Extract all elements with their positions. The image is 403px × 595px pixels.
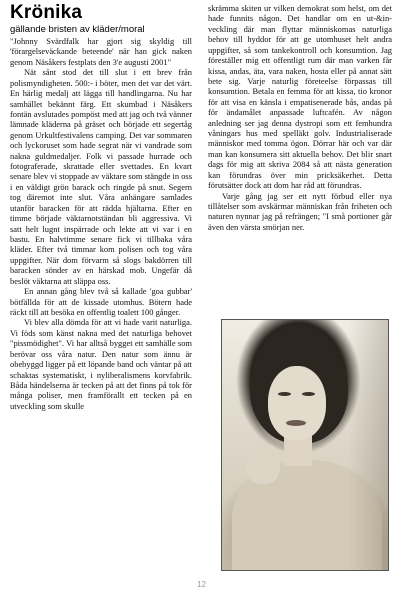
portrait-photo <box>221 319 389 571</box>
page-number: 12 <box>197 580 206 589</box>
photo-face <box>268 366 326 440</box>
photo-hand <box>246 444 280 484</box>
photo-neck <box>284 436 312 466</box>
article-paragraph: Vi blev alla dömda för att vi hade varit naturliga. Vi föds som känst nakna med det naturliga behovet "pissmödighet". Vi har alltså bygget ett samhälle som berövar oss våra natur. Den natur som ännu är obebyggd ligger på ett löpande band och väntar på att schaktas systematiskt, i nyliberalismens korvfabrik. Båda händelserna är tecken på att det finns på tok för många poliser, men framförallt ett tecken på en utveckling som skulle <box>10 317 192 411</box>
photo-eye-right <box>302 392 315 396</box>
article-paragraph: Nät sånt stod det till slut i ett brev från polismyndigheten. 500:- i böter, men det var det värt. En härlig medalj att lägga till handlingarna. Nu har samhället bekännt färg. Ett skumbad i Näsåkers fontän avslutades pompöst med att jag och två vänner lämnade kläderna på gräset och började ett segertåg genom Urkultfestivalens camping. Det var sommaren och lyckoruset som hade segrat när vi vandrade som nakna guldmedaljer. Folk vi passade hurrade och fotograferade, skrattade eller svettades. En kvart senare blev vi stoppade av väktare som stängde in oss i en väldigt grön barack och ringde på snut. Segern tog däremot inte slut. Våra anhängare samlades utanför baracken för att rädda hjältarna. Efter en timme började väktarnotständan bli aggressiva. Vi satt helt lugnt inspärrade och lekte att vi var i en bastu. En halvtimme senare fick vi tillbaka våra kläder. Efter två timmar kom polisen och tog våra uppgifter. När dom förvarm så slogs bakdörren till baracken sönder av en härskad mob. Ungefär då beslöt väktarna att släppa oss. <box>10 67 192 286</box>
left-column <box>10 3 192 411</box>
photo-lips <box>286 420 306 426</box>
photo-shadow <box>348 320 388 571</box>
article-paragraph: skrämma skiten ur vilken demokrat som helst, om det hade funnits någon. Det handlar om en ut-&in-veckling där man flyttar människomas naturliga behov till hyddor för att ge utomhuset helt andra uppgifter, så som tankekontroll och konsumtion. Jag föreställer mig ett offentligt rum där man varken får kissa, andas, äta, vara naken, hosta eller på annat sätt bete sig. Varje naturlig företeelse förpassas till konsumtion. Betala en femma för att kissa, tio kronor för att visa en känsla i empatisenerade bås, andas på för ändamålet anpassade luftcafén. Av någon anledning ser jag denna dystropi som ett femhundra våningars hus med spelläkt golv. Industrialiserade människor med tomma ögon. Dörrar här och var där man kan konsumera sitt aktuella behov. Det blir snart dags för mig att skriva 2084 så att nästa generation kan förundras över min pricksäkerhet. Detta förutsätter dock att dom har råd att förundras. <box>208 3 392 191</box>
left-column-text <box>10 36 192 411</box>
photo-eye-left <box>278 392 291 396</box>
article-paragraph: En annan gång blev två så kallade 'goa gubbar' bötfällda för att de kissade utomhus. Bötern hade räckt till att besöka en offentlig toalett 100 gånger. <box>10 286 192 317</box>
article-paragraph: "Johnny Svärdfalk har gjort sig skyldig till 'förargelseväckande beteende' när han gick naken genom Näsåkers festplats den 3'e augusti 2001" <box>10 36 192 67</box>
right-column <box>208 3 392 232</box>
article-subtitle: gällande bristen av kläder/moral <box>10 24 145 35</box>
article-paragraph: Varje gång jag ser ett nytt förbud eller nya tillåtelser som avskärmar människan från friheten och naturen nynnar jag på refrängen; "I små portioner går även den värsta smörjan ner. <box>208 190 392 232</box>
right-column-text <box>208 3 392 232</box>
article-title: Krönika <box>10 2 83 23</box>
